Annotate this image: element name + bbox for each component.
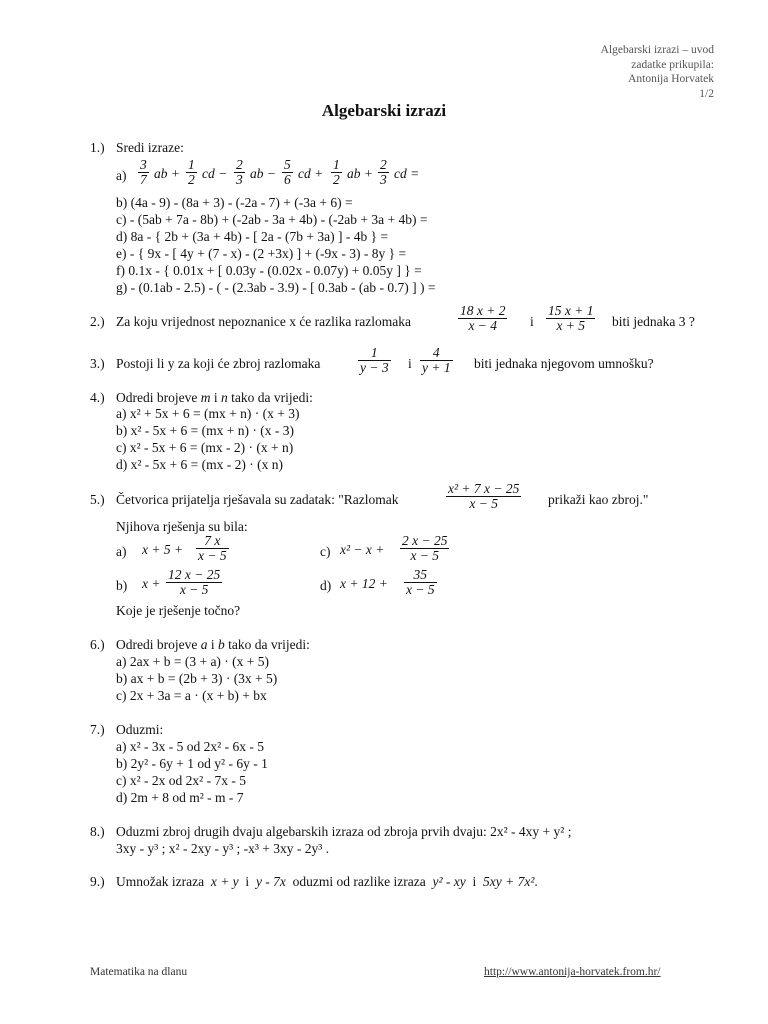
fraction: $\frac{1}{2}$ (333, 157, 340, 187)
problem-1c: c) - (5ab + 7a - 8b) + (-2ab - 3a + 4b) - (-2ab + 3a + 4b) = (116, 212, 428, 227)
problem-4-number: 4.) (90, 390, 105, 405)
problem-9-text: Umnožak izraza x + y i y - 7x oduzmi od razlike izraza y² - xy i 5xy + 7x². (116, 874, 538, 889)
header-line-2: zadatke prikupila: (631, 58, 714, 71)
term: ab + (154, 166, 180, 181)
page-title: Algebarski izrazi (321, 101, 447, 120)
page-header (601, 43, 714, 101)
term: cd = (394, 166, 420, 181)
problem-7d: d) 2m + 8 od m² - m - 7 (116, 790, 244, 805)
problem-1-text: Sredi izraze: (116, 140, 184, 155)
problem-6-text: Odredi brojeve a i b tako da vrijedi: (116, 637, 310, 652)
conjunction: i (408, 356, 412, 371)
term: cd − (202, 166, 228, 181)
problem-5-solutions-label: Njihova rješenja su bila: (116, 519, 248, 534)
problem-9-number: 9.) (90, 874, 105, 889)
problem-5-text-end: prikaži kao zbroj." (548, 492, 649, 507)
option-a-label: a) (116, 544, 127, 559)
fraction: $\frac{4}{y + 1}$ (422, 345, 451, 375)
problem-6b: b) ax + b = (2b + 3) · (3x + 5) (116, 671, 278, 686)
problem-3-number: 3.) (90, 356, 105, 371)
fraction: $\frac{2 x - 25}{x - 5}$ (402, 533, 448, 563)
problem-4d: d) x² - 5x + 6 = (mx - 2) · (x n) (116, 457, 283, 472)
term: cd + (298, 166, 324, 181)
problem-6a: a) 2ax + b = (3 + a) · (x + 5) (116, 654, 270, 669)
problem-5-question: Koje je rješenje točno? (116, 603, 241, 618)
option-c-term: x² − x + (340, 542, 385, 557)
option-c-label: c) (320, 544, 331, 559)
fraction: $\frac{1}{y - 3}$ (360, 345, 389, 375)
conjunction: i (530, 314, 534, 329)
problem-8-line-2: 3xy - y³ ; x² - 2xy - y³ ; -x³ + 3xy - 2y³ . (116, 841, 330, 856)
fraction: $\frac{2}{3}$ (236, 157, 243, 187)
fraction: $\frac{1}{2}$ (188, 157, 195, 187)
term: ab + (347, 166, 373, 181)
problem-1f: f) 0.1x - { 0.01x + [ 0.03y - (0.02x - 0.07y) + 0.05y ] } = (116, 263, 422, 278)
problem-7c: c) x² - 2x od 2x² - 7x - 5 (116, 773, 246, 788)
problem-7-number: 7.) (90, 722, 105, 737)
problem-4b: b) x² - 5x + 6 = (mx + n) · (x - 3) (116, 423, 294, 438)
problem-4c: c) x² - 5x + 6 = (mx - 2) · (x + n) (116, 440, 294, 455)
option-a-term: x + 5 + (142, 542, 184, 557)
option-b-label: b) (116, 578, 128, 593)
problem-7-text: Oduzmi: (116, 722, 164, 737)
problem-2-end: biti jednaka 3 ? (612, 314, 695, 329)
fraction: $\frac{12 x - 25}{x - 5}$ (168, 567, 221, 597)
fraction: $\frac{5}{6}$ (284, 157, 291, 187)
fraction: $\frac{15 x + 1}{x + 5}$ (548, 303, 594, 333)
problem-1-number: 1.) (90, 140, 105, 155)
problem-8-line-1: Oduzmi zbroj drugih dvaju algebarskih izraza od zbroja prvih dvaju: 2x² - 4xy + y² ; (116, 824, 572, 839)
problem-1b: b) (4a - 9) - (8a + 3) - (-2a - 7) + (-3a + 6) = (116, 195, 353, 210)
option-b-term: x + (142, 576, 161, 591)
fraction: $\frac{2}{3}$ (380, 157, 387, 187)
problem-8-number: 8.) (90, 824, 105, 839)
header-line-3: Antonija Horvatek (628, 73, 714, 85)
problem-2-number: 2.) (90, 314, 105, 329)
header-page-number: 1/2 (699, 87, 714, 100)
fraction: $\frac{35}{x - 5}$ (406, 567, 435, 597)
problem-5-text: Četvorica prijatelja rješavala su zadatak: "Razlomak (116, 492, 399, 507)
problem-6-number: 6.) (90, 637, 105, 652)
fraction: $\frac{3}{7}$ (140, 157, 147, 187)
fraction: $\frac{7 x}{x - 5}$ (198, 533, 227, 563)
problem-3-end: biti jednaka njegovom umnošku? (474, 356, 654, 371)
problem-2-text: Za koju vrijednost nepoznanice x će razlika razlomaka (116, 314, 411, 329)
problem-7a: a) x² - 3x - 5 od 2x² - 6x - 5 (116, 739, 264, 754)
option-d-label: d) (320, 578, 332, 593)
problem-1e: e) - { 9x - [ 4y + (7 - x) - (2 +3x) ] + (-9x - 3) - 8y } = (116, 246, 407, 261)
option-d-term: x + 12 + (340, 576, 388, 591)
problem-6c: c) 2x + 3a = a · (x + b) + bx (116, 688, 267, 703)
fraction: $\frac{18 x + 2}{x - 4}$ (460, 303, 506, 333)
problem-4a: a) x² + 5x + 6 = (mx + n) · (x + 3) (116, 406, 300, 421)
problem-7b: b) 2y² - 6y + 1 od y² - 6y - 1 (116, 756, 268, 771)
problem-3-text: Postoji li y za koji će zbroj razlomaka (116, 356, 321, 371)
problem-1a-label: a) (116, 168, 127, 183)
fraction: $\frac{\text{x² + 7 x − 25}}{x - 5}$ (448, 481, 520, 511)
term: ab − (250, 166, 276, 181)
footer-link[interactable]: http://www.antonija-horvatek.from.hr/ (484, 966, 661, 978)
problem-5-number: 5.) (90, 492, 105, 507)
footer-left: Matematika na dlanu (90, 966, 188, 978)
problem-1g: g) - (0.1ab - 2.5) - ( - (2.3ab - 3.9) - [ 0.3ab - (ab - 0.7) ] ) = (116, 280, 436, 295)
problem-1d: d) 8a - { 2b + (3a + 4b) - [ 2a - (7b + 3a) ] - 4b } = (116, 229, 389, 244)
problem-4-text: Odredi brojeve m i n tako da vrijedi: (116, 390, 313, 405)
header-line-1: Algebarski izrazi – uvod (600, 44, 714, 56)
